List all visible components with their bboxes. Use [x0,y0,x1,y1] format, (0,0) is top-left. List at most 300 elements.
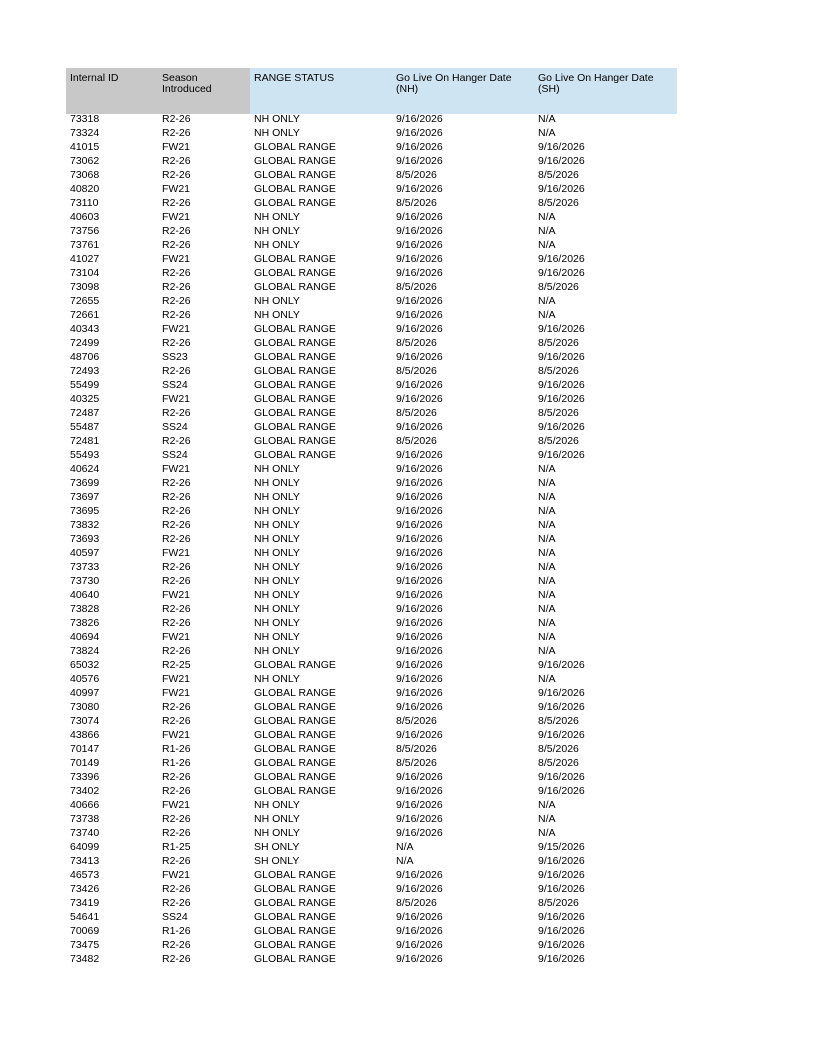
cell-go-live-nh: 9/16/2026 [396,113,443,125]
cell-season-introduced: SS23 [162,351,188,363]
cell-go-live-nh: 9/16/2026 [396,687,443,699]
cell-season-introduced: R2-26 [162,435,191,447]
cell-go-live-sh: 9/16/2026 [538,141,585,153]
cell-go-live-nh: 9/16/2026 [396,183,443,195]
table-row [66,338,677,352]
table-row [66,254,677,268]
cell-go-live-sh: N/A [538,645,556,657]
cell-go-live-sh: 9/16/2026 [538,785,585,797]
table-row [66,618,677,632]
cell-internal-id: 73402 [70,785,100,797]
cell-range-status: GLOBAL RANGE [254,365,336,377]
cell-range-status: NH ONLY [254,211,300,223]
table-row [66,884,677,898]
cell-internal-id: 55487 [70,421,100,433]
cell-internal-id: 40325 [70,393,100,405]
cell-internal-id: 73068 [70,169,100,181]
cell-range-status: GLOBAL RANGE [254,323,336,335]
cell-go-live-nh: 9/16/2026 [396,883,443,895]
table-row [66,548,677,562]
cell-range-status: GLOBAL RANGE [254,183,336,195]
cell-go-live-nh: 9/16/2026 [396,575,443,587]
cell-range-status: NH ONLY [254,127,300,139]
cell-season-introduced: R2-26 [162,407,191,419]
cell-go-live-nh: 9/16/2026 [396,127,443,139]
cell-season-introduced: R2-26 [162,855,191,867]
cell-go-live-sh: N/A [538,561,556,573]
cell-go-live-sh: N/A [538,533,556,545]
cell-go-live-sh: N/A [538,463,556,475]
cell-season-introduced: FW21 [162,463,191,475]
cell-season-introduced: FW21 [162,323,191,335]
data-table-container [66,68,677,968]
cell-go-live-sh: N/A [538,295,556,307]
cell-internal-id: 65032 [70,659,100,671]
cell-range-status: NH ONLY [254,113,300,125]
cell-go-live-sh: 8/5/2026 [538,365,579,377]
cell-range-status: NH ONLY [254,505,300,517]
cell-range-status: GLOBAL RANGE [254,449,336,461]
cell-go-live-sh: 8/5/2026 [538,897,579,909]
cell-season-introduced: SS24 [162,421,188,433]
table-row [66,604,677,618]
cell-go-live-sh: N/A [538,575,556,587]
cell-internal-id: 40820 [70,183,100,195]
table-row [66,226,677,240]
table-row [66,828,677,842]
cell-go-live-nh: 9/16/2026 [396,225,443,237]
cell-go-live-sh: N/A [538,603,556,615]
cell-range-status: GLOBAL RANGE [254,337,336,349]
cell-range-status: NH ONLY [254,603,300,615]
table-row [66,380,677,394]
table-row [66,282,677,296]
cell-range-status: NH ONLY [254,813,300,825]
cell-go-live-sh: 9/16/2026 [538,267,585,279]
cell-internal-id: 73419 [70,897,100,909]
cell-season-introduced: R2-26 [162,813,191,825]
cell-internal-id: 55493 [70,449,100,461]
cell-go-live-sh: 9/16/2026 [538,911,585,923]
cell-season-introduced: FW21 [162,631,191,643]
table-row [66,576,677,590]
cell-internal-id: 73695 [70,505,100,517]
cell-range-status: NH ONLY [254,589,300,601]
cell-go-live-nh: N/A [396,841,414,853]
table-row [66,758,677,772]
cell-internal-id: 73733 [70,561,100,573]
cell-range-status: GLOBAL RANGE [254,407,336,419]
cell-season-introduced: FW21 [162,869,191,881]
cell-go-live-sh: N/A [538,127,556,139]
table-row [66,562,677,576]
cell-range-status: GLOBAL RANGE [254,687,336,699]
cell-go-live-sh: 9/16/2026 [538,729,585,741]
cell-go-live-sh: 9/15/2026 [538,841,585,853]
cell-internal-id: 72655 [70,295,100,307]
cell-range-status: GLOBAL RANGE [254,715,336,727]
cell-season-introduced: R2-26 [162,617,191,629]
cell-go-live-nh: 9/16/2026 [396,421,443,433]
cell-go-live-sh: 8/5/2026 [538,757,579,769]
table-row [66,646,677,660]
cell-internal-id: 40624 [70,463,100,475]
cell-season-introduced: R2-26 [162,197,191,209]
cell-go-live-nh: 8/5/2026 [396,281,437,293]
table-row [66,674,677,688]
cell-internal-id: 41015 [70,141,100,153]
table-row [66,212,677,226]
cell-season-introduced: FW21 [162,141,191,153]
cell-go-live-nh: 9/16/2026 [396,925,443,937]
cell-internal-id: 40666 [70,799,100,811]
cell-range-status: GLOBAL RANGE [254,169,336,181]
cell-go-live-nh: 9/16/2026 [396,799,443,811]
table-row [66,296,677,310]
cell-range-status: NH ONLY [254,477,300,489]
cell-season-introduced: SS24 [162,449,188,461]
column-header-go-live-nh: Go Live On Hanger Date (NH) [392,68,534,114]
cell-go-live-sh: N/A [538,211,556,223]
cell-season-introduced: FW21 [162,393,191,405]
cell-go-live-nh: 9/16/2026 [396,953,443,965]
table-row [66,366,677,380]
cell-go-live-nh: 9/16/2026 [396,519,443,531]
cell-internal-id: 73756 [70,225,100,237]
cell-range-status: NH ONLY [254,239,300,251]
cell-go-live-nh: 9/16/2026 [396,701,443,713]
table-row [66,198,677,212]
cell-range-status: GLOBAL RANGE [254,785,336,797]
table-row [66,842,677,856]
cell-season-introduced: FW21 [162,211,191,223]
cell-range-status: SH ONLY [254,841,300,853]
cell-range-status: GLOBAL RANGE [254,883,336,895]
cell-internal-id: 40997 [70,687,100,699]
cell-internal-id: 73693 [70,533,100,545]
cell-internal-id: 70069 [70,925,100,937]
table-row [66,310,677,324]
cell-season-introduced: R2-26 [162,477,191,489]
cell-internal-id: 40597 [70,547,100,559]
table-row [66,352,677,366]
cell-range-status: NH ONLY [254,827,300,839]
cell-season-introduced: R2-25 [162,659,191,671]
cell-internal-id: 73826 [70,617,100,629]
table-row [66,940,677,954]
cell-go-live-sh: N/A [538,239,556,251]
cell-season-introduced: R1-26 [162,743,191,755]
cell-season-introduced: R2-26 [162,603,191,615]
cell-go-live-nh: 8/5/2026 [396,365,437,377]
cell-go-live-nh: 8/5/2026 [396,743,437,755]
cell-range-status: GLOBAL RANGE [254,393,336,405]
cell-go-live-sh: N/A [538,477,556,489]
cell-season-introduced: FW21 [162,253,191,265]
cell-internal-id: 73098 [70,281,100,293]
cell-season-introduced: R2-26 [162,169,191,181]
cell-internal-id: 48706 [70,351,100,363]
cell-season-introduced: FW21 [162,183,191,195]
cell-internal-id: 73482 [70,953,100,965]
cell-internal-id: 43866 [70,729,100,741]
cell-go-live-sh: N/A [538,799,556,811]
cell-season-introduced: R2-26 [162,295,191,307]
cell-go-live-sh: 9/16/2026 [538,687,585,699]
cell-range-status: GLOBAL RANGE [254,925,336,937]
cell-go-live-nh: 8/5/2026 [396,757,437,769]
cell-internal-id: 73832 [70,519,100,531]
cell-range-status: GLOBAL RANGE [254,267,336,279]
cell-internal-id: 73413 [70,855,100,867]
cell-internal-id: 40343 [70,323,100,335]
cell-range-status: GLOBAL RANGE [254,435,336,447]
cell-internal-id: 73738 [70,813,100,825]
cell-range-status: GLOBAL RANGE [254,953,336,965]
cell-go-live-sh: 9/16/2026 [538,449,585,461]
cell-range-status: GLOBAL RANGE [254,743,336,755]
cell-go-live-sh: 8/5/2026 [538,435,579,447]
cell-internal-id: 72661 [70,309,100,321]
table-row [66,954,677,968]
cell-range-status: NH ONLY [254,533,300,545]
table-row [66,534,677,548]
cell-go-live-nh: 9/16/2026 [396,463,443,475]
cell-go-live-sh: N/A [538,813,556,825]
cell-internal-id: 73324 [70,127,100,139]
cell-season-introduced: R2-26 [162,155,191,167]
table-row [66,660,677,674]
cell-go-live-nh: 9/16/2026 [396,505,443,517]
cell-go-live-sh: 9/16/2026 [538,939,585,951]
cell-go-live-sh: 9/16/2026 [538,155,585,167]
cell-go-live-sh: 9/16/2026 [538,379,585,391]
table-row [66,324,677,338]
cell-go-live-sh: N/A [538,519,556,531]
cell-internal-id: 73062 [70,155,100,167]
cell-season-introduced: R2-26 [162,267,191,279]
cell-range-status: NH ONLY [254,561,300,573]
table-row [66,786,677,800]
column-header-internal-id: Internal ID [66,68,158,114]
table-row [66,702,677,716]
cell-go-live-nh: 8/5/2026 [396,715,437,727]
cell-season-introduced: R2-26 [162,715,191,727]
cell-season-introduced: R2-26 [162,575,191,587]
cell-season-introduced: R2-26 [162,939,191,951]
cell-go-live-nh: 9/16/2026 [396,323,443,335]
cell-go-live-sh: 9/16/2026 [538,771,585,783]
cell-internal-id: 64099 [70,841,100,853]
cell-go-live-sh: N/A [538,631,556,643]
cell-range-status: GLOBAL RANGE [254,897,336,909]
cell-go-live-sh: N/A [538,589,556,601]
cell-internal-id: 73761 [70,239,100,251]
cell-go-live-nh: 9/16/2026 [396,253,443,265]
cell-season-introduced: R2-26 [162,883,191,895]
cell-season-introduced: FW21 [162,673,191,685]
cell-season-introduced: R2-26 [162,505,191,517]
cell-go-live-nh: 9/16/2026 [396,309,443,321]
cell-go-live-nh: 8/5/2026 [396,169,437,181]
cell-go-live-nh: 9/16/2026 [396,155,443,167]
cell-go-live-sh: 9/16/2026 [538,659,585,671]
cell-go-live-nh: 9/16/2026 [396,939,443,951]
cell-go-live-sh: 9/16/2026 [538,183,585,195]
cell-go-live-nh: 8/5/2026 [396,897,437,909]
cell-season-introduced: R2-26 [162,519,191,531]
cell-go-live-nh: 9/16/2026 [396,449,443,461]
cell-season-introduced: FW21 [162,547,191,559]
cell-range-status: NH ONLY [254,673,300,685]
table-row [66,114,677,128]
cell-internal-id: 40603 [70,211,100,223]
cell-season-introduced: R2-26 [162,337,191,349]
cell-go-live-nh: 9/16/2026 [396,785,443,797]
cell-internal-id: 54641 [70,911,100,923]
cell-go-live-sh: 9/16/2026 [538,855,585,867]
table-row [66,926,677,940]
cell-internal-id: 72499 [70,337,100,349]
cell-range-status: NH ONLY [254,491,300,503]
cell-internal-id: 73318 [70,113,100,125]
cell-season-introduced: R2-26 [162,365,191,377]
table-row [66,436,677,450]
cell-go-live-sh: 9/16/2026 [538,393,585,405]
cell-go-live-nh: 9/16/2026 [396,589,443,601]
table-row [66,156,677,170]
cell-season-introduced: R2-26 [162,491,191,503]
cell-go-live-sh: N/A [538,827,556,839]
cell-go-live-nh: 9/16/2026 [396,295,443,307]
product-range-table [66,68,677,968]
cell-range-status: GLOBAL RANGE [254,155,336,167]
table-header-row [66,68,677,114]
cell-go-live-sh: 9/16/2026 [538,253,585,265]
table-body [66,114,677,968]
cell-range-status: NH ONLY [254,295,300,307]
cell-season-introduced: R2-26 [162,281,191,293]
cell-range-status: GLOBAL RANGE [254,701,336,713]
cell-season-introduced: R2-26 [162,827,191,839]
cell-go-live-sh: N/A [538,673,556,685]
cell-range-status: GLOBAL RANGE [254,729,336,741]
cell-internal-id: 73699 [70,477,100,489]
table-row [66,478,677,492]
cell-go-live-sh: 9/16/2026 [538,925,585,937]
cell-go-live-sh: 9/16/2026 [538,869,585,881]
table-row [66,912,677,926]
cell-range-status: NH ONLY [254,309,300,321]
cell-internal-id: 73104 [70,267,100,279]
cell-season-introduced: R1-26 [162,757,191,769]
cell-range-status: GLOBAL RANGE [254,141,336,153]
cell-range-status: GLOBAL RANGE [254,911,336,923]
cell-season-introduced: R2-26 [162,533,191,545]
cell-go-live-sh: 9/16/2026 [538,421,585,433]
cell-go-live-sh: 9/16/2026 [538,351,585,363]
cell-go-live-nh: 9/16/2026 [396,869,443,881]
cell-internal-id: 70149 [70,757,100,769]
cell-season-introduced: R2-26 [162,953,191,965]
table-row [66,632,677,646]
cell-go-live-nh: 9/16/2026 [396,645,443,657]
cell-go-live-sh: 8/5/2026 [538,743,579,755]
cell-go-live-sh: 8/5/2026 [538,197,579,209]
cell-range-status: GLOBAL RANGE [254,869,336,881]
cell-go-live-sh: N/A [538,309,556,321]
cell-go-live-nh: 9/16/2026 [396,211,443,223]
cell-range-status: GLOBAL RANGE [254,197,336,209]
cell-range-status: GLOBAL RANGE [254,421,336,433]
cell-range-status: GLOBAL RANGE [254,379,336,391]
cell-internal-id: 55499 [70,379,100,391]
cell-go-live-nh: 9/16/2026 [396,631,443,643]
cell-range-status: SH ONLY [254,855,300,867]
table-row [66,688,677,702]
table-row [66,730,677,744]
cell-go-live-sh: 8/5/2026 [538,407,579,419]
cell-season-introduced: R2-26 [162,225,191,237]
cell-internal-id: 73824 [70,645,100,657]
cell-internal-id: 72481 [70,435,100,447]
table-row [66,128,677,142]
table-row [66,870,677,884]
cell-go-live-sh: 9/16/2026 [538,323,585,335]
cell-season-introduced: FW21 [162,799,191,811]
cell-internal-id: 40576 [70,673,100,685]
table-row [66,394,677,408]
cell-go-live-nh: 9/16/2026 [396,491,443,503]
cell-internal-id: 73475 [70,939,100,951]
table-row [66,506,677,520]
table-row [66,422,677,436]
cell-internal-id: 73828 [70,603,100,615]
cell-go-live-nh: 9/16/2026 [396,617,443,629]
cell-internal-id: 40640 [70,589,100,601]
table-row [66,142,677,156]
cell-range-status: GLOBAL RANGE [254,939,336,951]
cell-season-introduced: R2-26 [162,645,191,657]
cell-go-live-sh: 9/16/2026 [538,701,585,713]
cell-range-status: GLOBAL RANGE [254,771,336,783]
cell-internal-id: 73074 [70,715,100,727]
cell-go-live-sh: 8/5/2026 [538,337,579,349]
cell-go-live-sh: N/A [538,491,556,503]
cell-range-status: GLOBAL RANGE [254,281,336,293]
table-row [66,408,677,422]
cell-go-live-nh: N/A [396,855,414,867]
cell-internal-id: 73730 [70,575,100,587]
cell-season-introduced: R2-26 [162,897,191,909]
cell-internal-id: 72487 [70,407,100,419]
table-row [66,814,677,828]
cell-range-status: NH ONLY [254,617,300,629]
cell-internal-id: 73740 [70,827,100,839]
table-row [66,744,677,758]
cell-season-introduced: R2-26 [162,239,191,251]
cell-go-live-nh: 9/16/2026 [396,267,443,279]
cell-season-introduced: R2-26 [162,785,191,797]
cell-go-live-nh: 9/16/2026 [396,393,443,405]
column-header-go-live-sh: Go Live On Hanger Date (SH) [534,68,677,114]
cell-go-live-sh: 9/16/2026 [538,883,585,895]
cell-go-live-nh: 9/16/2026 [396,813,443,825]
column-header-season-introduced: Season Introduced [158,68,250,114]
cell-range-status: GLOBAL RANGE [254,351,336,363]
table-row [66,716,677,730]
cell-internal-id: 72493 [70,365,100,377]
